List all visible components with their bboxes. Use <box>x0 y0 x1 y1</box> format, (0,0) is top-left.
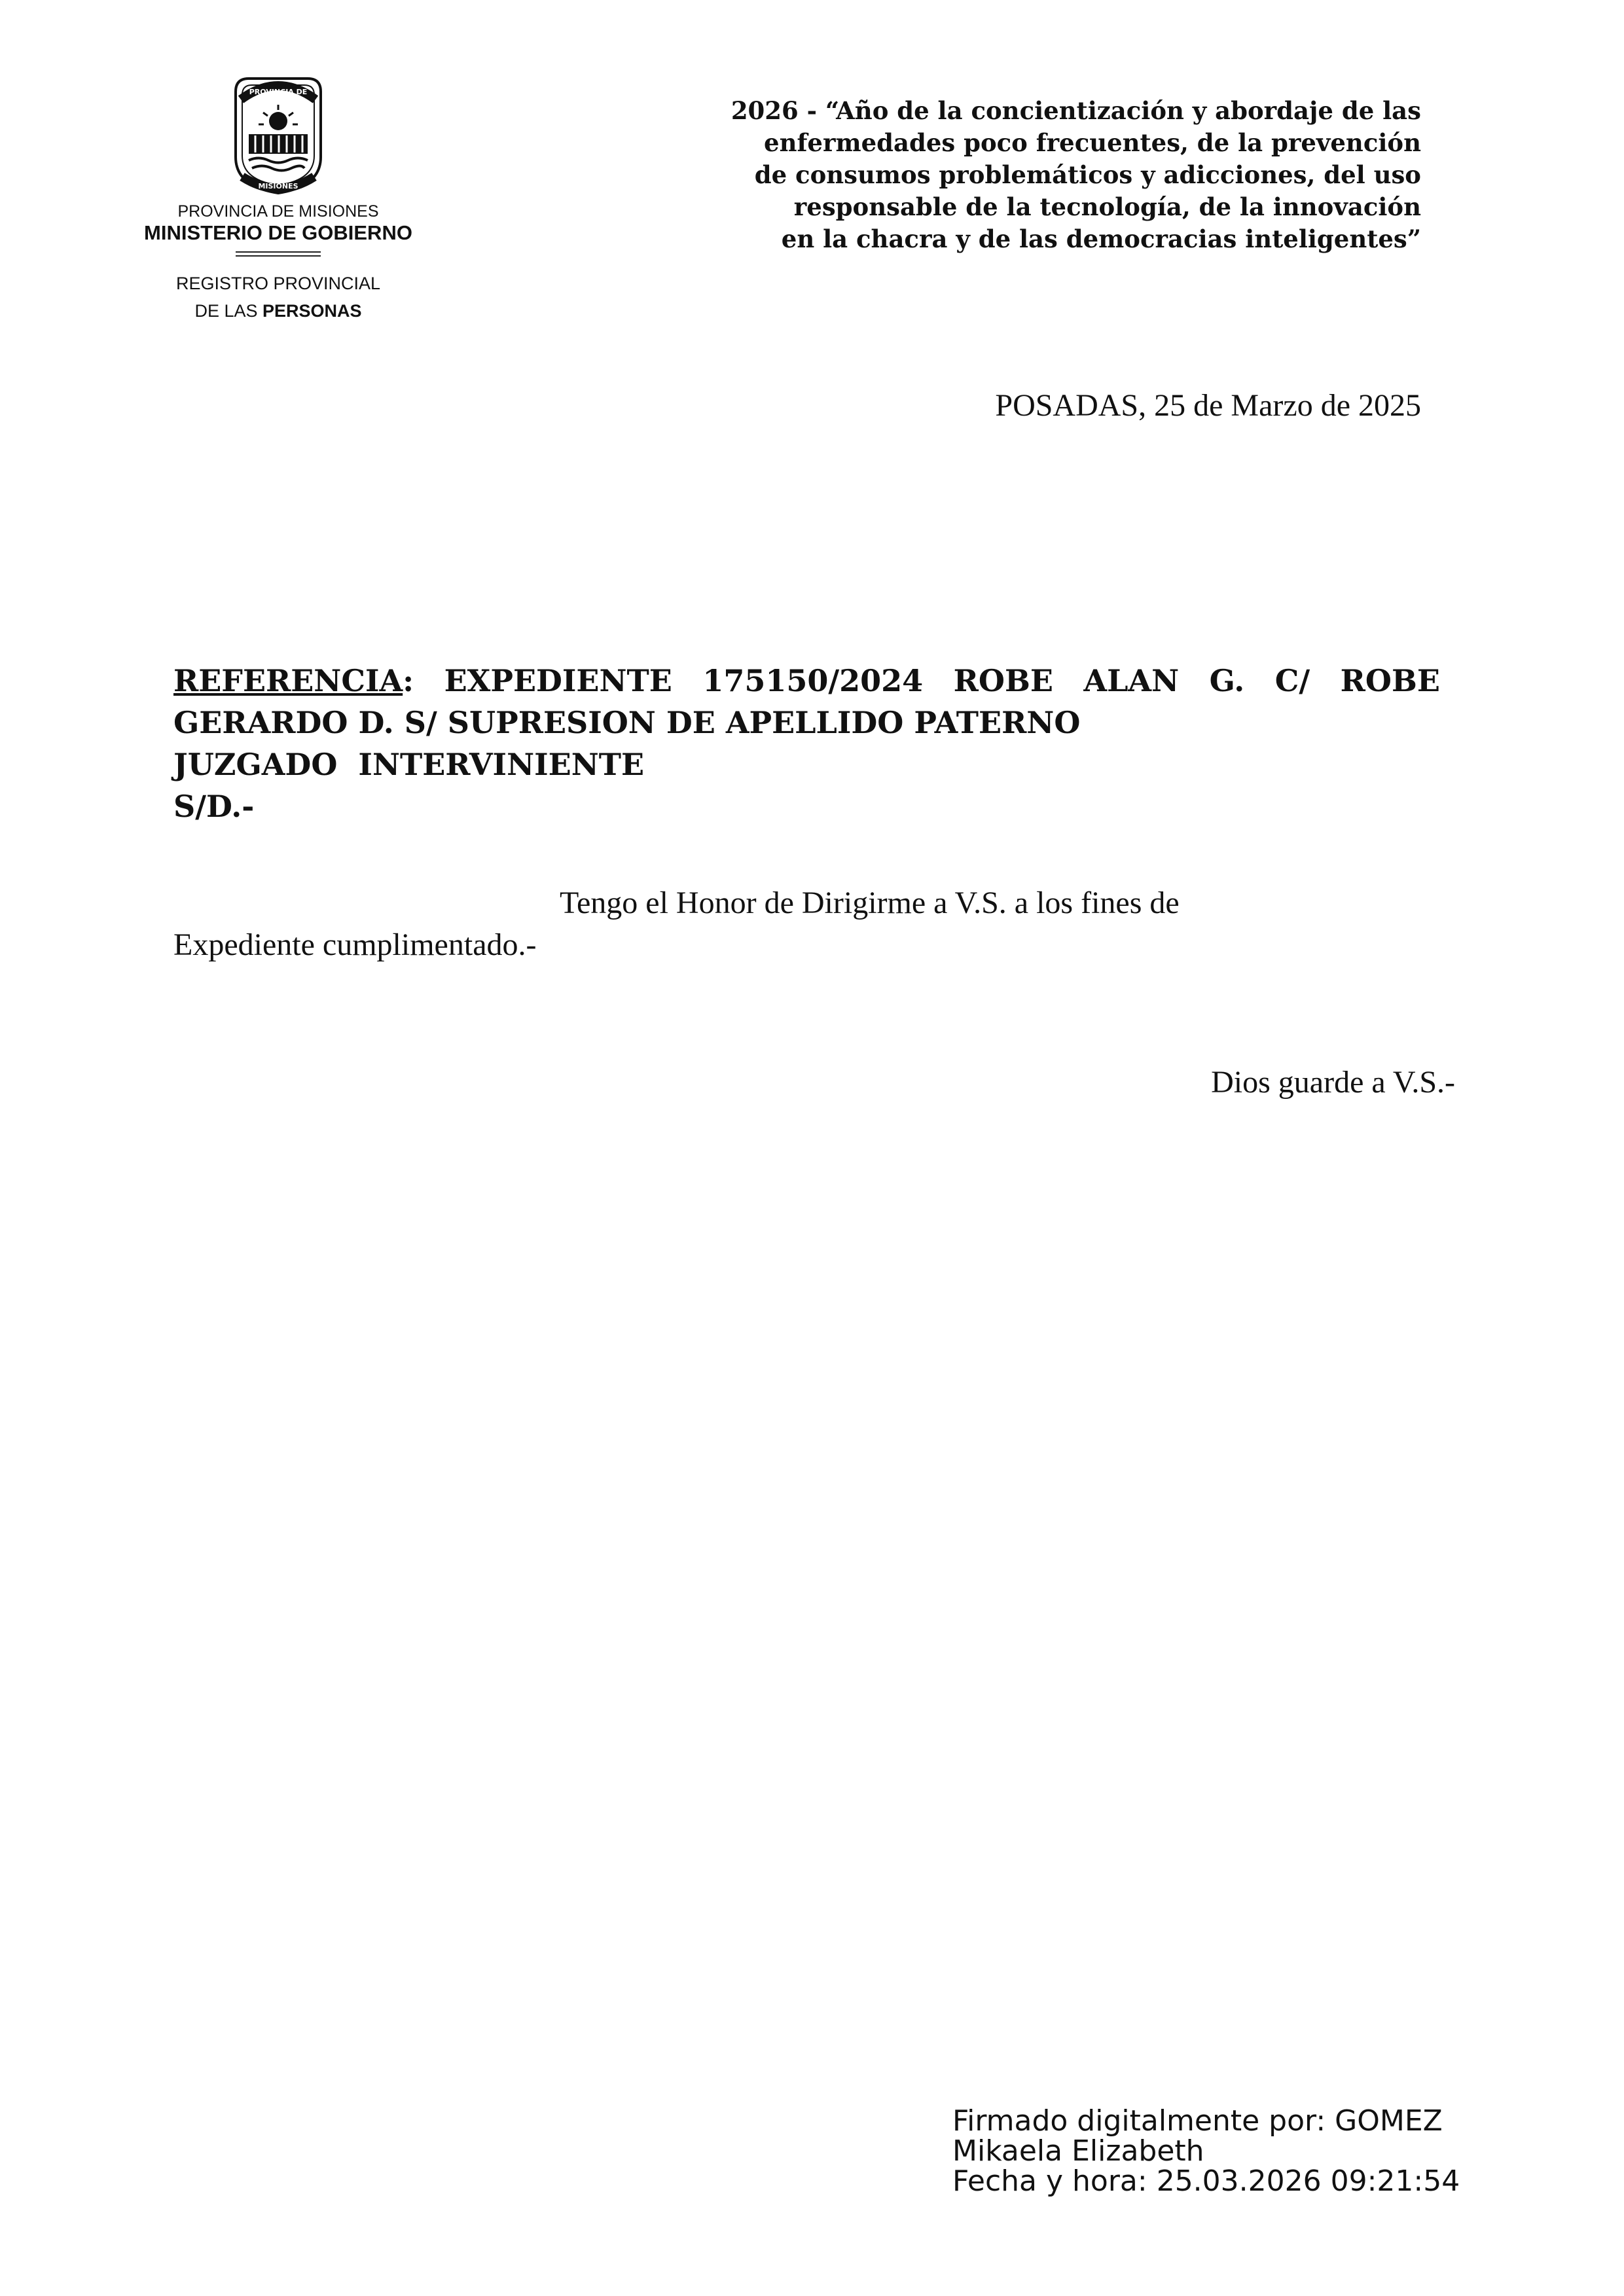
reference-block <box>173 660 1440 827</box>
motto-line-2: enfermedades poco frecuentes, de la prevención <box>764 128 1421 157</box>
svg-text:MISIONES: MISIONES <box>258 182 298 190</box>
reference-word: G. <box>1209 663 1245 698</box>
reference-label: REFERENCIA <box>173 663 403 698</box>
letterhead-ministry: MINISTERIO DE GOBIERNO <box>144 221 412 244</box>
letterhead-registry <box>115 270 442 325</box>
reference-word: EXPEDIENTE <box>444 663 672 698</box>
province-seal-logo <box>223 72 334 196</box>
document-date: POSADAS, 25 de Marzo de 2025 <box>995 388 1421 423</box>
motto-line-3: de consumos problemáticos y adicciones, del uso <box>754 160 1421 189</box>
body-line-2: Expediente cumplimentado.- <box>173 927 537 962</box>
letterhead-province: PROVINCIA DE MISIONES <box>177 202 379 221</box>
letterhead-divider <box>236 251 321 257</box>
reference-word: ROBE <box>953 663 1053 698</box>
letterhead <box>115 72 442 325</box>
reference-word: ROBE <box>1340 663 1440 698</box>
signature-line-3: Fecha y hora: 25.03.2026 09:21:54 <box>952 2164 1460 2198</box>
body-paragraph <box>173 882 1352 966</box>
year-motto <box>636 95 1421 255</box>
reference-line-4: S/D.- <box>173 789 255 824</box>
closing-salutation: Dios guarde a V.S.- <box>1211 1065 1455 1100</box>
registry-line-2 <box>115 297 442 325</box>
registry-line-2-bold: PERSONAS <box>262 301 362 321</box>
motto-line-4: responsable de la tecnología, de la innovación <box>793 192 1421 221</box>
body-line-1: Tengo el Honor de Dirigirme a V.S. a los fines de <box>560 886 1180 920</box>
registry-line-2-prefix: DE LAS <box>194 301 262 321</box>
svg-text:PROVINCIA DE: PROVINCIA DE <box>249 88 308 96</box>
reference-line-1 <box>173 660 1440 702</box>
signature-line-1: Firmado digitalmente por: GOMEZ <box>952 2104 1443 2138</box>
digital-signature <box>952 2106 1460 2197</box>
reference-word: ALAN <box>1083 663 1180 698</box>
registry-line-1: REGISTRO PROVINCIAL <box>175 274 381 293</box>
motto-line-5: en la chacra y de las democracias inteligentes” <box>781 224 1421 253</box>
reference-label-group <box>173 660 414 702</box>
reference-word: 175150/2024 <box>702 663 924 698</box>
motto-line-1: 2026 - “Año de la concientización y abordaje de las <box>731 96 1421 125</box>
reference-word: C/ <box>1274 663 1310 698</box>
reference-line-3: JUZGADO INTERVINIENTE <box>173 747 645 782</box>
reference-colon: : <box>403 663 414 698</box>
reference-line-2: GERARDO D. S/ SUPRESION DE APELLIDO PATERNO <box>173 705 1081 740</box>
signature-line-2: Mikaela Elizabeth <box>952 2134 1204 2168</box>
